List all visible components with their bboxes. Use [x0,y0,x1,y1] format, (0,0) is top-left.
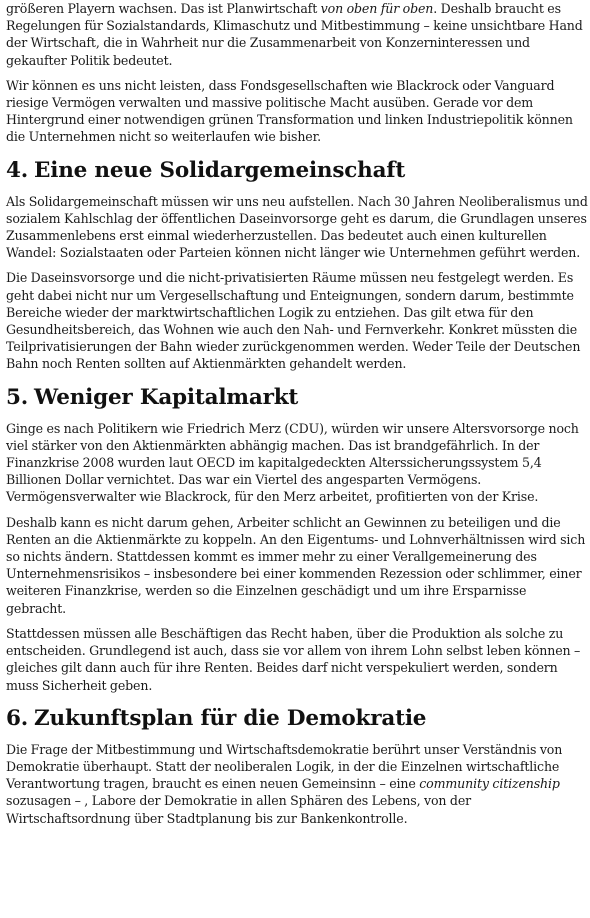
section-6-number: 6. [6,705,29,731]
intro-p1-emphasis: von oben für oben [320,1,434,16]
section-6-heading [6,706,588,732]
section-4-heading [6,158,588,184]
section-5-paragraph-1: Ginge es nach Politikern wie Friedrich Merz (CDU), würden wir unsere Altersvorsorge noch viel stärker von den Aktienmärkten abhängig machen. Das ist brandgefährlich. In der Finanzkrise 2008 wurden laut OECD im kapitalgedeckten Alterssicherungssystem 5,4 Billionen Dollar vernichtet. Das war ein Viertel des angesparten Vermögens. Vermögensverwalter wie Blackrock, für den Merz arbeitet, profitierten von der Krise. [6,420,579,505]
section-6-p1-emphasis: community citizenship [419,776,560,792]
intro-p1-text-b: . Deshalb braucht es Regelungen für Sozialstandards, Klimaschutz und Mitbestimmung – keine unsichtbare Hand der Wirtschaft, die in Wahrheit nur die Zusammenarbeit von Konzerninteressen und gekaufter Politik bedeutet. [6,1,583,68]
section-4-title: Eine neue Solidargemeinschaft [34,157,406,183]
document-page [6,0,588,827]
section-5-heading [6,385,588,411]
section-4-paragraph-2: Die Daseinsvorsorge und die nicht-privatisierten Räume müssen neu festgelegt werden. Es geht dabei nicht nur um Vergesellschaftung und Enteignungen, sondern darum, bestimmte Bereiche wieder der marktwirtschaftlichen Logik zu entziehen. Das gilt etwa für den Gesundheitsbereich, das Wohnen wie auch den Nah- und Fernverkehr. Konkret müssten die Teilprivatisierungen der Bahn wieder zurückgenommen werden. Weder Teile der Deutschen Bahn noch Renten sollten auf Aktienmärkten gehandelt werden. [6,270,581,372]
intro-paragraph-1 [6,0,588,69]
section-5-paragraph-2: Deshalb kann es nicht darum gehen, Arbeiter schlicht an Gewinnen zu beteiligen und die Renten an die Aktienmärkte zu koppeln. An den Eigentums- und Lohnverhältnissen wird sich so nichts ändern. Stattdessen kommt es immer mehr zu einer Verallgemeinerung des Unternehmensrisikos – insbesondere bei einer kommenden Rezession oder schlimmer, einer weiteren Finanzkrise, werden so die Einzelnen geschädigt und um ihre Ersparnisse gebracht. [6,514,586,616]
section-6-p1-text-b: sozusagen – , Labore der Demokratie in allen Sphären des Lebens, von der Wirtschaftsordnung über Stadtplanung bis zur Bankenkontrolle. [6,793,472,826]
section-6-p1-text-a: Die Frage der Mitbestimmung und Wirtschaftsdemokratie berührt unser Verständnis von Demokratie überhaupt. Statt der neoliberalen Logik, in der die Einzelnen wirtschaftliche Verantwortung tragen, braucht es einen neuen Gemeinsinn – eine [6,741,563,792]
section-4-paragraph-1: Als Solidargemeinschaft müssen wir uns neu aufstellen. Nach 30 Jahren Neoliberalismus und sozialem Kahlschlag der öffentlichen Daseinvorsorge geht es darum, die Grundlagen unseres Zusammenlebens erst einmal wiederherzustellen. Das bedeutet auch einen kulturellen Wandel: Sozialstaaten oder Parteien können nicht länger wie Unternehmen geführt werden. [6,193,588,261]
section-5-number: 5. [6,384,29,410]
section-4-number: 4. [6,157,29,183]
section-6-title: Zukunftsplan für die Demokratie [34,705,427,731]
section-5-paragraph-3: Stattdessen müssen alle Beschäftigen das Recht haben, über die Produktion als solche zu entscheiden. Grundlegend ist auch, dass sie vor allem von ihrem Lohn selbst leben können – gleiches gilt dann auch für ihre Renten. Beides darf nicht verspekuliert werden, sondern muss Sicherheit geben. [6,625,581,693]
section-5-title: Weniger Kapitalmarkt [34,384,299,410]
intro-paragraph-2: Wir können es uns nicht leisten, dass Fondsgesellschaften wie Blackrock oder Vanguard riesige Vermögen verwalten und massive politische Macht ausüben. Gerade vor dem Hintergrund einer notwendigen grünen Transformation und linken Industriepolitik können die Unternehmen nicht so weiterlaufen wie bisher. [6,77,573,145]
intro-p1-text-a: größeren Playern wachsen. Das ist Planwirtschaft [6,1,321,16]
section-6-paragraph-1 [6,741,588,827]
